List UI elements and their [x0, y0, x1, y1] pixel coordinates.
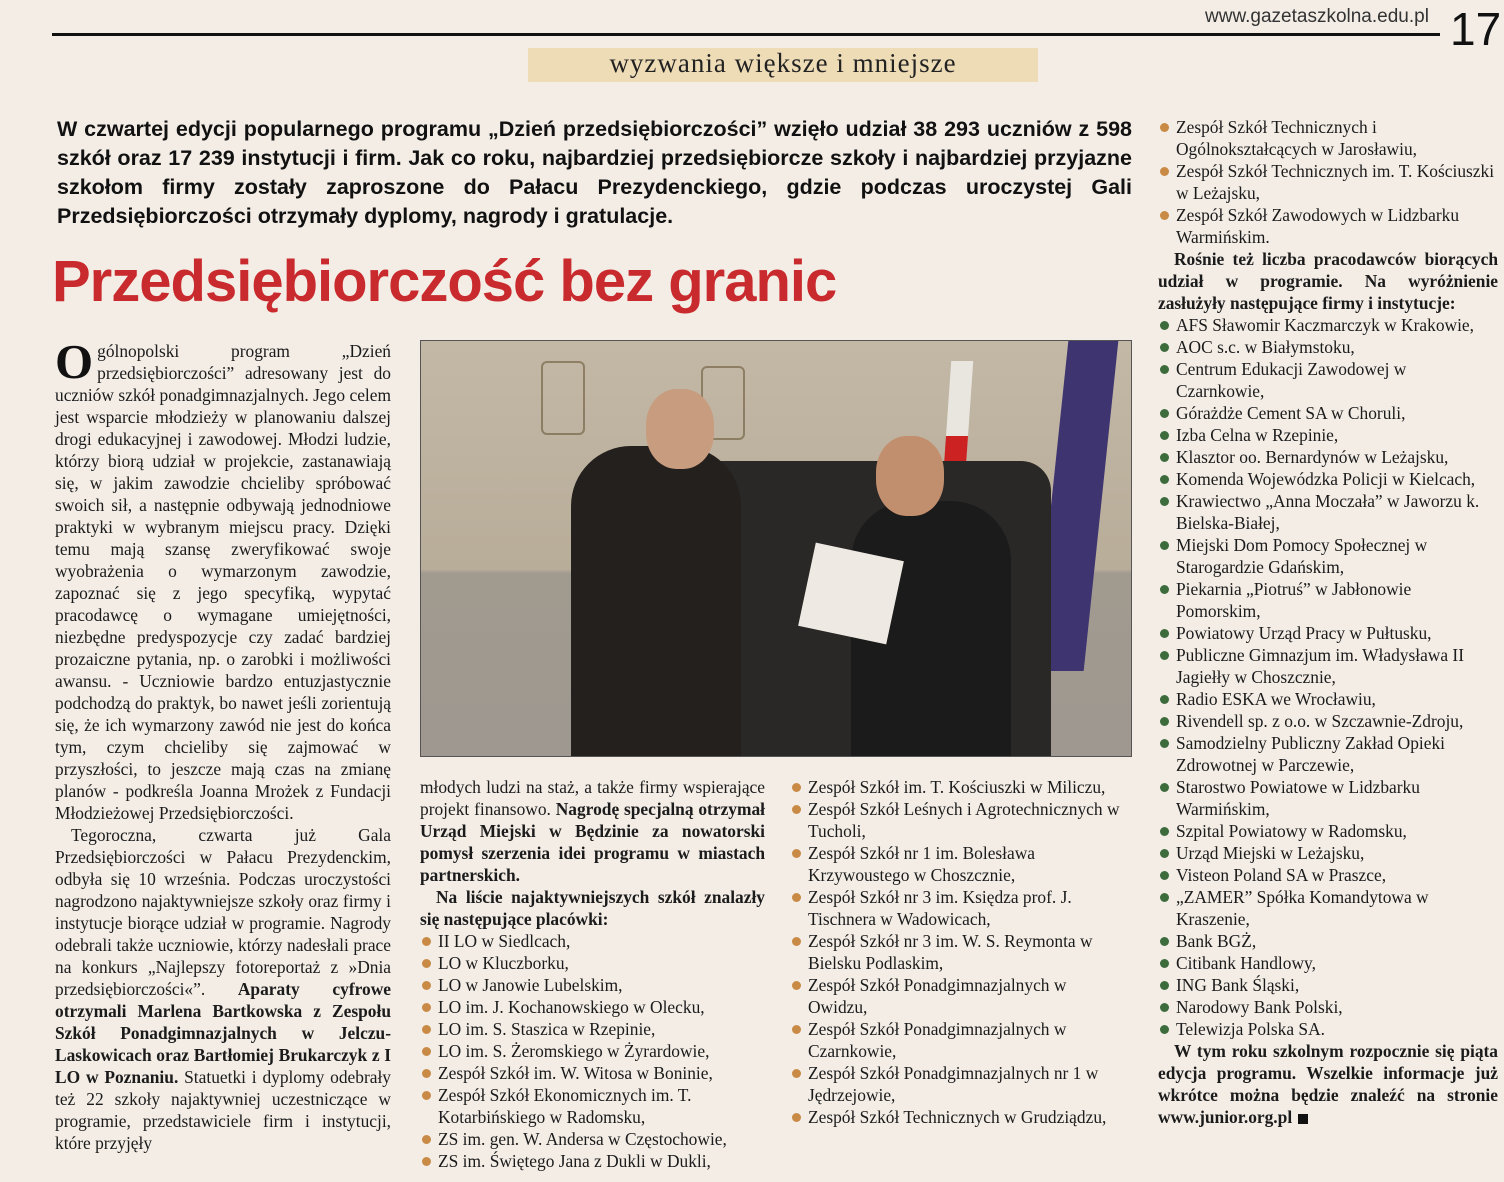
list-item: Zespół Szkół Zawodowych w Lidzbarku Warmińskim. [1158, 204, 1498, 248]
list-item: Publiczne Gimnazjum im. Władysława II Jagiełły w Choszcznie, [1158, 644, 1498, 688]
article-column-3 [790, 776, 1120, 1128]
photo-woman-head [876, 436, 944, 516]
list-item: LO im. S. Żeromskiego w Żyrardowie, [420, 1040, 765, 1062]
list-item: ZS im. Świętego Jana z Dukli w Dukli, [420, 1150, 765, 1172]
list-item: Zespół Szkół nr 3 im. Księdza prof. J. Tischnera w Wadowicach, [790, 886, 1120, 930]
photo-man-head [646, 389, 714, 469]
gala-paragraph [55, 824, 391, 1154]
schools-list-2 [790, 776, 1120, 1128]
list-item: Radio ESKA we Wrocławiu, [1158, 688, 1498, 710]
list-item: LO im. J. Kochanowskiego w Olecku, [420, 996, 765, 1018]
article-column-1 [55, 334, 391, 1154]
list-item: LO w Kluczborku, [420, 952, 765, 974]
intro-paragraph [55, 334, 391, 824]
site-url: www.gazetaszkolna.edu.pl [1205, 6, 1429, 27]
article-column-2 [420, 776, 765, 1172]
page-number: 17 [1450, 3, 1502, 55]
list-item: Centrum Edukacji Zawodowej w Czarnkowie, [1158, 358, 1498, 402]
list-item: Zespół Szkół Leśnych i Agrotechnicznych w Tucholi, [790, 798, 1120, 842]
list-item: AOC s.c. w Białymstoku, [1158, 336, 1498, 358]
lead-paragraph: W czwartej edycji popularnego programu „Dzień przedsiębiorczości” wzięło udział 38 293 uczniów z 598 szkół oraz 17 239 instytucji i firm. Jak co roku, najbardziej przedsiębiorcze szkoły i najbardziej przyjazne szkołom firmy zostały zaproszone do Pałacu Prezydenckiego, gdzie podczas uroczystej Gali Przedsiębiorczości otrzymały dyplomy, nagrody i gratulacje. [57, 117, 1132, 228]
list-item: Zespół Szkół Technicznych im. T. Kościuszki w Leżajsku, [1158, 160, 1498, 204]
schools-intro-text: Na liście najaktywniejszych szkół znalazły się następujące placówki: [420, 887, 765, 929]
list-item: Narodowy Bank Polski, [1158, 996, 1498, 1018]
list-item: Visteon Poland SA w Praszce, [1158, 864, 1498, 886]
list-item: Komenda Wojewódzka Policji w Kielcach, [1158, 468, 1498, 490]
list-item: Zespół Szkół nr 3 im. W. S. Reymonta w Bielsku Podlaskim, [790, 930, 1120, 974]
list-item: II LO w Siedlcach, [420, 930, 765, 952]
list-item: Telewizja Polska SA. [1158, 1018, 1498, 1040]
list-item: Powiatowy Urząd Pracy w Pułtusku, [1158, 622, 1498, 644]
photo-chandelier [541, 361, 585, 435]
employers-list [1158, 314, 1498, 1040]
special-award-text: Nagrodę specjalną otrzymał Urząd Miejski w Będzinie za nowatorski pomysł szerzenia idei programu w miastach partnerskich. [420, 799, 765, 885]
list-item: Górażdże Cement SA w Choruli, [1158, 402, 1498, 424]
closing-paragraph [1158, 1040, 1498, 1128]
ceremony-photo [420, 340, 1132, 757]
list-item: ING Bank Śląski, [1158, 974, 1498, 996]
list-item: Zespół Szkół Ponadgimnazjalnych nr 1 w Jędrzejowie, [790, 1062, 1120, 1106]
list-item: Citibank Handlowy, [1158, 952, 1498, 974]
list-item: Urząd Miejski w Leżajsku, [1158, 842, 1498, 864]
intro-text: gólnopolski program „Dzień przedsiębiorczości” adresowany jest do uczniów szkół ponadgimnazjalnych. Jego celem jest wsparcie młodzieży w planowaniu dalszej drogi edukacyjnej i zawodowej. Młodzi ludzie, którzy biorą udział w projekcie, zastanawiają się, w jakim zawodzie chcieliby spróbować swoich sił, a następnie odbywają jednodniowe praktyki w wybranym miejscu pracy. Dzięki temu mają szansę zweryfikować swoje wyobrażenia o wymarzonym zawodzie, zapoznać się z jego specyfiką, wypytać pracodawcę o wymagane umiejętności, niezbędne predyspozycje czy zadać bardziej prozaiczne pytania, np. o zarobki i możliwości awansu. - Uczniowie bardzo entuzjastycznie podchodzą do praktyk, bo nawet jeśli zorientują się, że ich wymarzony zawód nie jest do końca tym, czym chcieliby się zajmować w przyszłości, to jeszcze mają czas na zmianę planów - podkreśla Joanna Mrożek z Fundacji Młodzieżowej Przedsiębiorczości. [55, 341, 391, 823]
section-label: wyzwania większe i mniejsze [528, 48, 1038, 82]
headline: Przedsiębiorczość bez granic [52, 249, 837, 314]
list-item: Zespół Szkół Technicznych i Ogólnokształcących w Jarosławiu, [1158, 116, 1498, 160]
schools-list-3 [1158, 116, 1498, 248]
list-item: AFS Sławomir Kaczmarczyk w Krakowie, [1158, 314, 1498, 336]
list-item: Zespół Szkół Ekonomicznych im. T. Kotarbińskiego w Radomsku, [420, 1084, 765, 1128]
end-mark-icon [1298, 1114, 1308, 1124]
drop-cap: O [55, 334, 94, 389]
list-item: ZS im. gen. W. Andersa w Częstochowie, [420, 1128, 765, 1150]
list-item: Starostwo Powiatowe w Lidzbarku Warmińskim, [1158, 776, 1498, 820]
special-award-paragraph [420, 776, 765, 886]
schools-list-1 [420, 930, 765, 1172]
list-item: Szpital Powiatowy w Radomsku, [1158, 820, 1498, 842]
employers-intro [1158, 248, 1498, 314]
list-item: Izba Celna w Rzepinie, [1158, 424, 1498, 446]
list-item: Bank BGŻ, [1158, 930, 1498, 952]
list-item: Zespół Szkół nr 1 im. Bolesława Krzywoustego w Choszcznie, [790, 842, 1120, 886]
employers-intro-text: Rośnie też liczba pracodawców biorących udział w programie. Na wyróżnienie zasłużyły następujące firmy i instytucje: [1158, 249, 1498, 313]
list-item: Zespół Szkół im. W. Witosa w Boninie, [420, 1062, 765, 1084]
gala-text: Tegoroczna, czwarta już Gala Przedsiębiorczości w Pałacu Prezydenckim, odbyła się 10 września. Podczas uroczystości nagrodzono najaktywniejsze szkoły oraz firmy i instytucje biorące udział w programie. Nagrody odebrali także uczniowie, którzy nadesłali prace na konkurs „Najlepszy fotoreportaż z »Dnia przedsiębiorczości«”. [55, 825, 391, 999]
article-column-4 [1158, 116, 1498, 1128]
continuation-text: młodych ludzi na staż, a także firmy wspierające projekt finansowo. [420, 777, 765, 819]
list-item: Samodzielny Publiczny Zakład Opieki Zdrowotnej w Parczewie, [1158, 732, 1498, 776]
list-item: LO w Janowie Lubelskim, [420, 974, 765, 996]
list-item: „ZAMER” Spółka Komandytowa w Kraszenie, [1158, 886, 1498, 930]
list-item: Klasztor oo. Bernardynów w Leżajsku, [1158, 446, 1498, 468]
photo-diploma [798, 543, 904, 645]
list-item: Miejski Dom Pomocy Społecznej w Starogardzie Gdańskim, [1158, 534, 1498, 578]
list-item: LO im. S. Staszica w Rzepinie, [420, 1018, 765, 1040]
header-rule [52, 33, 1440, 36]
winners-text: Aparaty cyfrowe otrzymali Marlena Bartkowska z Zespołu Szkół Ponadgimnazjalnych w Jelczu-Laskowicach oraz Bartłomiej Brukarczyk z I LO w Poznaniu. [55, 979, 391, 1087]
closing-text: W tym roku szkolnym rozpocznie się piąta edycja programu. Wszelkie informacje już wkrótce można będzie znaleźć na stronie www.junior.org.pl [1158, 1041, 1498, 1127]
photo-man [571, 446, 741, 757]
list-item: Zespół Szkół Technicznych w Grudziądzu, [790, 1106, 1120, 1128]
gala-tail-text: Statuetki i dyplomy odebrały też 22 szkoły najaktywniej uczestniczące w programie, przedstawiciele firm i instytucji, które przyjęły [55, 1067, 391, 1153]
schools-intro [420, 886, 765, 930]
list-item: Piekarnia „Piotruś” w Jabłonowie Pomorskim, [1158, 578, 1498, 622]
list-item: Zespół Szkół Ponadgimnazjalnych w Czarnkowie, [790, 1018, 1120, 1062]
list-item: Zespół Szkół im. T. Kościuszki w Miliczu, [790, 776, 1120, 798]
list-item: Zespół Szkół Ponadgimnazjalnych w Owidzu, [790, 974, 1120, 1018]
list-item: Rivendell sp. z o.o. w Szczawnie-Zdroju, [1158, 710, 1498, 732]
list-item: Krawiectwo „Anna Moczała” w Jaworzu k. Bielska-Białej, [1158, 490, 1498, 534]
